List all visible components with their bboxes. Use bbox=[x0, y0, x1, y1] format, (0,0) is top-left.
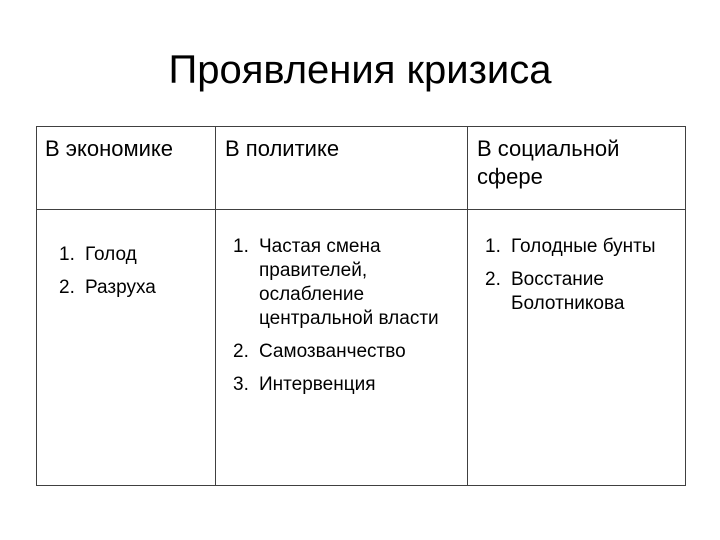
list-item-text: Голод bbox=[85, 244, 137, 265]
list-item-text: Разруха bbox=[85, 277, 156, 298]
slide-title: Проявления кризиса bbox=[168, 48, 552, 92]
list-item bbox=[233, 373, 453, 397]
social-list bbox=[485, 235, 675, 325]
header-divider bbox=[37, 209, 685, 210]
politics-list bbox=[233, 235, 453, 406]
list-item-text: Голодные бунты bbox=[511, 236, 656, 257]
list-item-text: Восстание Болотникова bbox=[511, 269, 625, 314]
list-item-number: 1. bbox=[59, 244, 75, 265]
list-item bbox=[485, 268, 675, 316]
header-economy: В экономике bbox=[45, 136, 174, 161]
header-politics: В политике bbox=[225, 136, 340, 161]
list-item bbox=[233, 340, 453, 364]
list-item-number: 2. bbox=[485, 269, 501, 290]
list-item bbox=[59, 276, 209, 300]
list-item bbox=[485, 235, 675, 259]
list-item bbox=[59, 243, 209, 267]
list-item-number: 1. bbox=[485, 236, 501, 257]
list-item-text: Частая смена правителей, ослабление центральной власти bbox=[259, 236, 439, 329]
column-divider bbox=[215, 127, 216, 485]
list-item-number: 1. bbox=[233, 236, 249, 257]
list-item-text: Самозванчество bbox=[259, 341, 406, 362]
list-item-number: 2. bbox=[59, 277, 75, 298]
crisis-table bbox=[36, 126, 686, 486]
list-item-number: 2. bbox=[233, 341, 249, 362]
list-item-number: 3. bbox=[233, 374, 249, 395]
list-item-text: Интервенция bbox=[259, 374, 376, 395]
header-social: В социальной сфере bbox=[477, 136, 620, 189]
list-item bbox=[233, 235, 453, 331]
economy-list bbox=[59, 243, 209, 309]
column-divider bbox=[467, 127, 468, 485]
